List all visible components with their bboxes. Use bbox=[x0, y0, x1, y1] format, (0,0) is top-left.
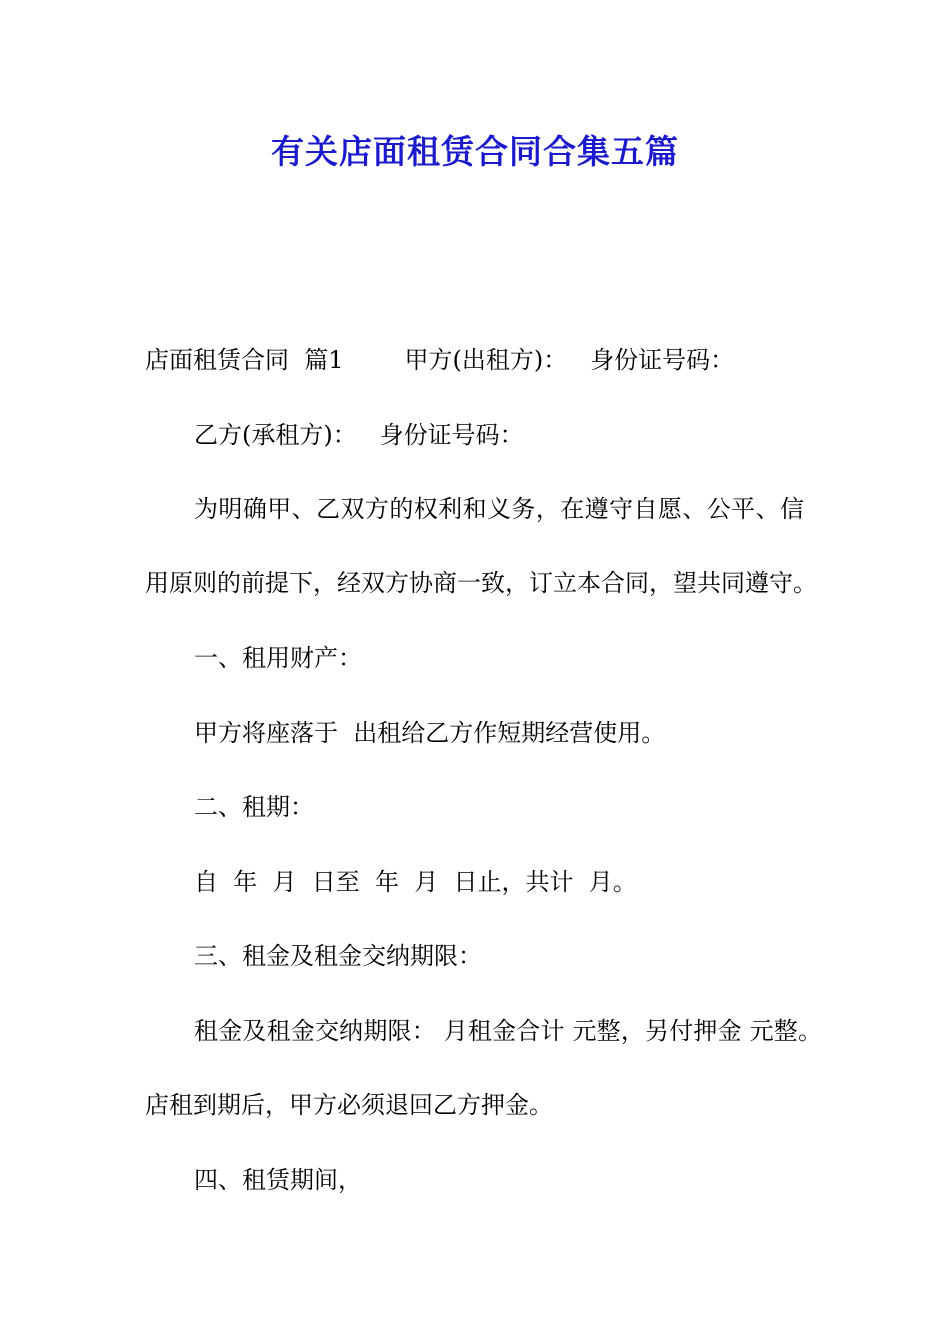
paragraph-line: 自 年 月 日至 年 月 日止，共计 月。 bbox=[194, 868, 637, 896]
paragraph-line: 租金及租金交纳期限： 月租金合计 元整，另付押金 元整。 bbox=[194, 1017, 822, 1045]
paragraph-line: 店面租赁合同 篇1 甲方(出租方)： 身份证号码： bbox=[145, 346, 735, 374]
document-title: 有关店面租赁合同合集五篇 bbox=[271, 132, 679, 171]
paragraph-line: 为明确甲、乙双方的权利和义务，在遵守自愿、公平、信 bbox=[194, 495, 804, 523]
section-heading: 四、租赁期间， bbox=[194, 1166, 362, 1194]
section-heading: 二、租期： bbox=[194, 793, 314, 821]
section-heading: 三、租金及租金交纳期限： bbox=[194, 942, 482, 970]
paragraph-line: 店租到期后，甲方必须退回乙方押金。 bbox=[145, 1091, 553, 1119]
paragraph-line: 用原则的前提下，经双方协商一致，订立本合同，望共同遵守。 bbox=[145, 569, 817, 597]
paragraph-line: 乙方(承租方)： 身份证号码： bbox=[194, 421, 524, 449]
section-heading: 一、租用财产： bbox=[194, 644, 362, 672]
paragraph-line: 甲方将座落于 出租给乙方作短期经营使用。 bbox=[194, 719, 666, 747]
